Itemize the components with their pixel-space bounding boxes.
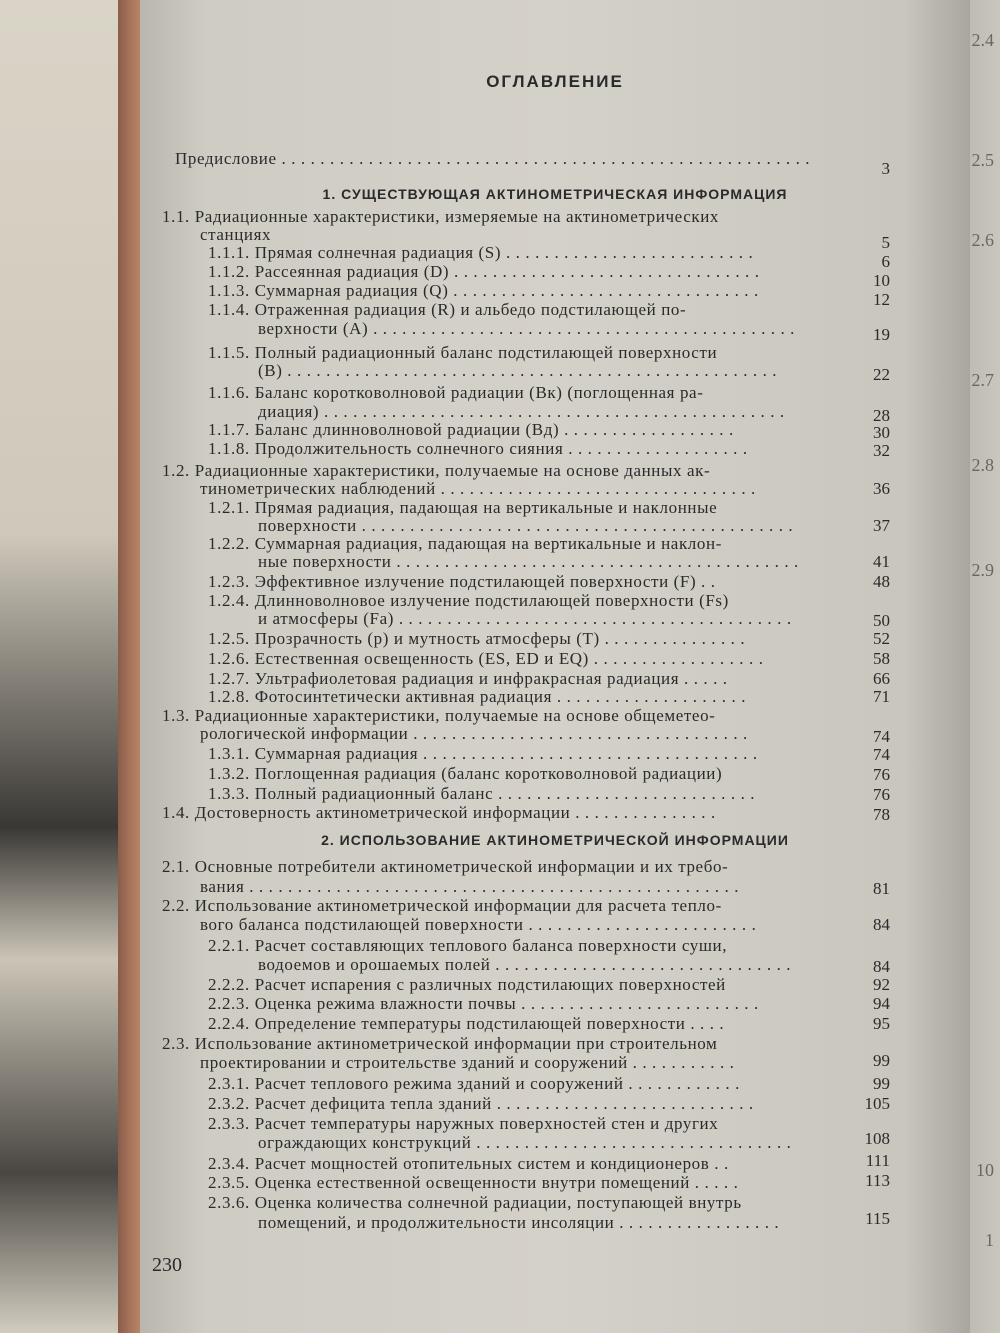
toc-line: 1.2.8. Фотосинтетически активная радиация . . . . . . . . . . . . . . . . . . . . xyxy=(208,687,747,706)
toc-line: 1.2. Радиационные характеристики, получаемые на основе данных ак- xyxy=(162,461,711,480)
toc-line: 2.2.3. Оценка режима влажности почвы . . . . . . . . . . . . . . . . . . . . . . . . . xyxy=(208,994,759,1013)
toc-page-number: 74 xyxy=(873,727,890,746)
toc-line: 1.1.2. Рассеянная радиация (D) . . . . . . . . . . . . . . . . . . . . . . . . . . . . . . . . xyxy=(208,262,760,281)
toc-page-number: 30 xyxy=(873,423,890,442)
toc-line: ные поверхности . . . . . . . . . . . . . . . . . . . . . . . . . . . . . . . . . . . . . . . . . . xyxy=(258,552,799,571)
toc-line: (B) . . . . . . . . . . . . . . . . . . . . . . . . . . . . . . . . . . . . . . . . . . . . . . . . . . . xyxy=(258,361,778,380)
toc-line: 2.2.2. Расчет испарения с различных подстилающих поверхностей xyxy=(208,975,726,994)
toc-page-number: 111 xyxy=(865,1151,890,1170)
toc-page-number: 74 xyxy=(873,745,890,764)
toc-page-number: 12 xyxy=(873,290,890,309)
toc-line: 1.2.3. Эффективное излучение подстилающей поверхности (F) . . xyxy=(208,572,716,591)
toc-page-number: 58 xyxy=(873,649,890,668)
toc-line: 1.2.4. Длинноволновое излучение подстилающей поверхности (Fs) xyxy=(208,591,729,610)
toc-line: ограждающих конструкций . . . . . . . . . . . . . . . . . . . . . . . . . . . . . . . . . xyxy=(258,1133,792,1152)
toc-line: 2.3. Использование актинометрической информации при строительном xyxy=(162,1034,718,1053)
toc-line: 2.3.2. Расчет дефицита тепла зданий . . . . . . . . . . . . . . . . . . . . . . . . . . . xyxy=(208,1094,754,1113)
toc-page-number: 71 xyxy=(873,687,890,706)
page-title: ОГЛАВЛЕНИЕ xyxy=(486,72,624,91)
toc-line: 2.3.6. Оценка количества солнечной радиации, поступающей внутрь xyxy=(208,1193,742,1212)
toc-line: вого баланса подстилающей поверхности . . . . . . . . . . . . . . . . . . . . . . . . xyxy=(200,915,757,934)
toc-line: 2.3.3. Расчет температуры наружных поверхностей стен и других xyxy=(208,1114,719,1133)
toc-page-number: 84 xyxy=(873,915,890,934)
toc-line: проектировании и строительстве зданий и сооружений . . . . . . . . . . . xyxy=(200,1053,735,1072)
toc-line: Предисловие . . . . . . . . . . . . . . . . . . . . . . . . . . . . . . . . . . . . . . . . . . . . . . . . . . . . . . . xyxy=(175,149,811,168)
toc-page-number: 48 xyxy=(873,572,890,591)
toc-line: водоемов и орошаемых полей . . . . . . . . . . . . . . . . . . . . . . . . . . . . . . . xyxy=(258,955,792,974)
edge-mark: 2.5 xyxy=(971,150,994,170)
toc-line: 1.2.6. Естественная освещенность (ES, ED и EQ) . . . . . . . . . . . . . . . . . . xyxy=(208,649,764,668)
toc-page-number: 66 xyxy=(873,669,890,688)
toc-line: 1.1.5. Полный радиационный баланс подстилающей поверхности xyxy=(208,343,718,362)
toc-page-number: 6 xyxy=(881,252,890,271)
toc-page-number: 81 xyxy=(873,879,890,898)
toc-page-number: 32 xyxy=(873,441,890,460)
toc-page-number: 76 xyxy=(873,765,890,784)
toc-page-number: 50 xyxy=(873,611,890,630)
toc-line: помещений, и продолжительности инсоляции . . . . . . . . . . . . . . . . . xyxy=(258,1213,780,1232)
toc-page-number: 99 xyxy=(873,1051,890,1070)
toc-line: 1.1.1. Прямая солнечная радиация (S) . . . . . . . . . . . . . . . . . . . . . . . . . . xyxy=(208,243,754,262)
toc-line: 1.1. Радиационные характеристики, измеряемые на актинометрических xyxy=(162,207,720,226)
toc-page-number: 5 xyxy=(881,233,890,252)
toc-line: 1.3.2. Поглощенная радиация (баланс коротковолновой радиации) xyxy=(208,764,723,783)
page-number: 230 xyxy=(152,1254,182,1276)
toc-page-number: 37 xyxy=(873,516,890,535)
toc-page-number: 84 xyxy=(873,957,890,976)
toc-page-number: 19 xyxy=(873,325,890,344)
toc-line: тинометрических наблюдений . . . . . . . . . . . . . . . . . . . . . . . . . . . . . . . . . xyxy=(200,479,756,498)
edge-mark: 2.4 xyxy=(971,30,994,50)
toc-page-number: 36 xyxy=(873,479,890,498)
toc-line: и атмосферы (Fa) . . . . . . . . . . . . . . . . . . . . . . . . . . . . . . . . . . . . . . . . . xyxy=(258,609,792,628)
toc-page-number: 95 xyxy=(873,1014,890,1033)
toc-line: 1.1.3. Суммарная радиация (Q) . . . . . . . . . . . . . . . . . . . . . . . . . . . . . . . . xyxy=(208,281,759,300)
toc-line: 2.3.5. Оценка естественной освещенности внутри помещений . . . . . xyxy=(208,1173,739,1192)
toc-line: 1.3.3. Полный радиационный баланс . . . . . . . . . . . . . . . . . . . . . . . . . . . xyxy=(208,784,756,803)
toc-line: 1.3.1. Суммарная радиация . . . . . . . . . . . . . . . . . . . . . . . . . . . . . . . . . . . xyxy=(208,744,758,763)
toc-line: 2.2.4. Определение температуры подстилающей поверхности . . . . xyxy=(208,1014,725,1033)
toc-line: поверхности . . . . . . . . . . . . . . . . . . . . . . . . . . . . . . . . . . . . . . . . . . . . . xyxy=(258,516,794,535)
toc-page-number: 105 xyxy=(864,1094,890,1113)
edge-mark: 2.9 xyxy=(971,560,994,580)
toc-page-number: 115 xyxy=(865,1209,890,1228)
toc-page-number: 108 xyxy=(864,1129,890,1148)
toc-page-number: 78 xyxy=(873,805,890,824)
toc-line: верхности (A) . . . . . . . . . . . . . . . . . . . . . . . . . . . . . . . . . . . . . . . . . . . . xyxy=(258,319,796,338)
toc-line: 2.2. Использование актинометрической информации для расчета тепло- xyxy=(162,896,722,915)
toc-page-number: 76 xyxy=(873,785,890,804)
toc-page-number: 22 xyxy=(873,365,890,384)
section-heading: 1. СУЩЕСТВУЮЩАЯ АКТИНОМЕТРИЧЕСКАЯ ИНФОРМАЦИЯ xyxy=(322,186,788,202)
toc-page-number: 99 xyxy=(873,1074,890,1093)
toc-page-number: 52 xyxy=(873,629,890,648)
book-page xyxy=(140,0,970,1333)
toc-line: 1.2.2. Суммарная радиация, падающая на вертикальные и наклон- xyxy=(208,534,722,553)
toc-line: рологической информации . . . . . . . . . . . . . . . . . . . . . . . . . . . . . . . . . . . xyxy=(200,724,748,743)
edge-mark: 2.6 xyxy=(971,230,994,250)
toc-line: 1.1.8. Продолжительность солнечного сияния . . . . . . . . . . . . . . . . . . . xyxy=(208,439,748,458)
toc-line: 2.2.1. Расчет составляющих теплового баланса поверхности суши, xyxy=(208,936,728,955)
toc-page-number: 94 xyxy=(873,994,890,1013)
toc-line: 1.2.7. Ультрафиолетовая радиация и инфракрасная радиация . . . . . xyxy=(208,669,728,688)
section-heading: 2. ИСПОЛЬЗОВАНИЕ АКТИНОМЕТРИЧЕСКОЙ ИНФОРМАЦИИ xyxy=(321,832,789,848)
toc-line: 2.3.4. Расчет мощностей отопительных систем и кондиционеров . . xyxy=(208,1154,729,1173)
toc-line: 2.3.1. Расчет теплового режима зданий и сооружений . . . . . . . . . . . . xyxy=(208,1074,740,1093)
toc-line: диация) . . . . . . . . . . . . . . . . . . . . . . . . . . . . . . . . . . . . . . . . . . . . . . . . xyxy=(258,402,785,421)
edge-mark: 2.7 xyxy=(971,370,994,390)
edge-mark: 1 xyxy=(985,1230,994,1250)
toc-page-number: 10 xyxy=(873,271,890,290)
toc-page-number: 41 xyxy=(873,552,890,571)
edge-mark: 10 xyxy=(976,1160,994,1180)
toc-page-number: 113 xyxy=(865,1171,890,1190)
toc-line: 1.2.5. Прозрачность (p) и мутность атмосферы (T) . . . . . . . . . . . . . . . xyxy=(208,629,746,648)
toc-line: 1.2.1. Прямая радиация, падающая на вертикальные и наклонные xyxy=(208,498,718,517)
toc-line: 1.1.4. Отраженная радиация (R) и альбедо подстилающей по- xyxy=(208,300,687,319)
toc-page-number: 3 xyxy=(881,159,890,178)
edge-mark: 2.8 xyxy=(971,455,994,475)
toc-line: 1.3. Радиационные характеристики, получаемые на основе общеметео- xyxy=(162,706,716,725)
toc-page-number: 92 xyxy=(873,975,890,994)
toc-line: вания . . . . . . . . . . . . . . . . . . . . . . . . . . . . . . . . . . . . . . . . . . . . . . . . . . . xyxy=(200,877,740,896)
toc-line: 1.4. Достоверность актинометрической информации . . . . . . . . . . . . . . . xyxy=(162,803,716,822)
toc-line: станциях xyxy=(200,225,272,244)
toc-page-number: 28 xyxy=(873,406,890,425)
toc-line: 2.1. Основные потребители актинометрической информации и их требо- xyxy=(162,857,729,876)
toc-line: 1.1.6. Баланс коротковолновой радиации (Bк) (поглощенная ра- xyxy=(208,383,704,402)
toc-line: 1.1.7. Баланс длинноволновой радиации (Bд) . . . . . . . . . . . . . . . . . . xyxy=(208,420,734,439)
